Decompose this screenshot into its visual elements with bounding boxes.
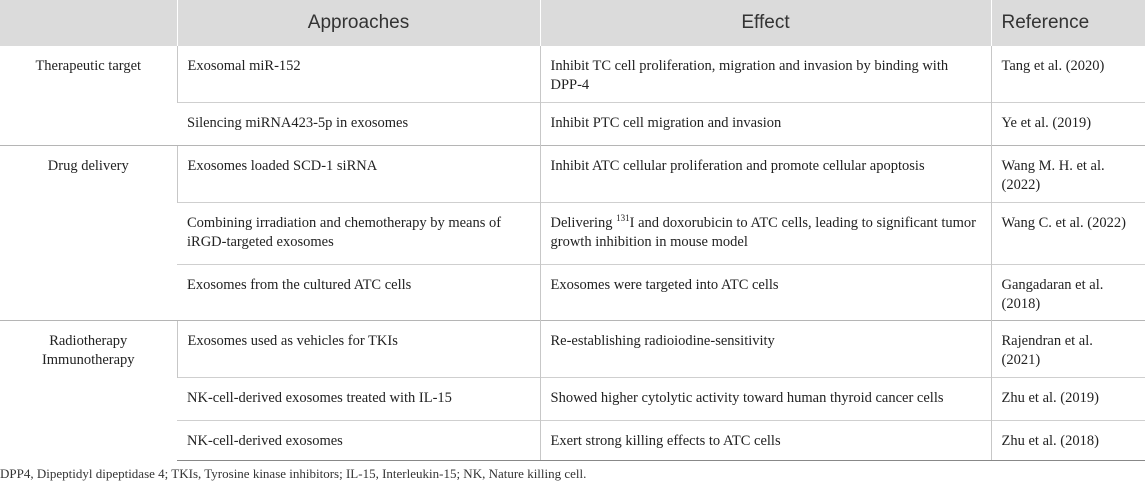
effect-text-post: I and doxorubicin to ATC cells, leading to significant tumor growth inhibition in mouse model bbox=[550, 214, 976, 250]
cell-reference: Zhu et al. (2019) bbox=[991, 377, 1145, 420]
cell-effect: Exert strong killing effects to ATC cells bbox=[540, 420, 991, 460]
cell-reference: Zhu et al. (2018) bbox=[991, 420, 1145, 460]
cell-effect: Inhibit PTC cell migration and invasion bbox=[540, 102, 991, 145]
cell-effect: Inhibit ATC cellular proliferation and promote cellular apoptosis bbox=[540, 145, 991, 202]
cell-approach: Combining irradiation and chemotherapy by means of iRGD-targeted exosomes bbox=[177, 202, 540, 264]
cell-approach: NK-cell-derived exosomes treated with IL-15 bbox=[177, 377, 540, 420]
table-row bbox=[0, 46, 1145, 102]
table-footnote: DPP4, Dipeptidyl dipeptidase 4; TKIs, Tyrosine kinase inhibitors; IL-15, Interleukin-15; NK, Nature killing cell. bbox=[0, 466, 587, 481]
header-reference: Reference bbox=[991, 0, 1145, 46]
header-row bbox=[0, 0, 1145, 46]
group-therapeutic-target: Therapeutic target bbox=[35, 58, 142, 74]
cell-approach: Silencing miRNA423-5p in exosomes bbox=[177, 102, 540, 145]
cell-effect: Showed higher cytolytic activity toward human thyroid cancer cells bbox=[540, 377, 991, 420]
table-row bbox=[0, 320, 1145, 377]
cell-effect: Inhibit TC cell proliferation, migration and invasion by binding with DPP-4 bbox=[540, 46, 991, 102]
group-radiotherapy: Radiotherapy bbox=[49, 332, 128, 349]
cell-effect: Re-establishing radioiodine-sensitivity bbox=[540, 320, 991, 377]
group-immunotherapy: Immunotherapy bbox=[41, 351, 135, 368]
table-row bbox=[0, 145, 1145, 202]
cell-reference: Rajendran et al. (2021) bbox=[991, 320, 1145, 377]
cell-approach: Exosomes used as vehicles for TKIs bbox=[177, 320, 540, 377]
cell-approach: NK-cell-derived exosomes bbox=[177, 420, 540, 460]
cell-effect: Exosomes were targeted into ATC cells bbox=[540, 264, 991, 320]
cell-approach: Exosomes from the cultured ATC cells bbox=[177, 264, 540, 320]
group-drug-delivery: Drug delivery bbox=[0, 145, 177, 320]
cell-reference: Wang C. et al. (2022) bbox=[991, 202, 1145, 264]
cell-reference: Tang et al. (2020) bbox=[991, 46, 1145, 102]
cell-effect bbox=[540, 202, 991, 264]
cell-reference: Ye et al. (2019) bbox=[991, 102, 1145, 145]
header-approaches: Approaches bbox=[177, 0, 540, 46]
header-effect: Effect bbox=[540, 0, 991, 46]
header-category bbox=[0, 0, 177, 46]
cell-approach: Exosomal miR-152 bbox=[177, 46, 540, 102]
group-radio-immuno bbox=[0, 320, 177, 460]
isotope-superscript: 131 bbox=[616, 212, 630, 223]
cell-reference: Wang M. H. et al. (2022) bbox=[991, 145, 1145, 202]
cell-reference: Gangadaran et al. (2018) bbox=[991, 264, 1145, 320]
effect-text-pre: Delivering bbox=[550, 214, 617, 231]
cell-approach: Exosomes loaded SCD-1 siRNA bbox=[177, 145, 540, 202]
